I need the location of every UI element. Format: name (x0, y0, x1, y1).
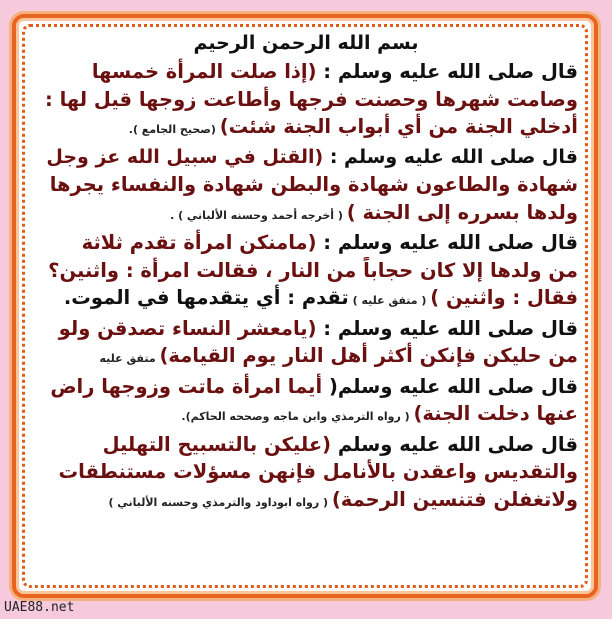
hadith-text: شهادة والطاعون شهادة والبطن شهادة والنفساء يجرها (49, 173, 578, 196)
hadith-line (34, 458, 578, 486)
hadith-line (34, 58, 578, 86)
hadith-intro: قال صلى الله عليه وسلم : (316, 60, 578, 83)
hadith-text: (القتل في سبيل الله عز وجل (46, 145, 324, 168)
hadith-text: أيما امرأة ماتت وزوجها راض (50, 374, 323, 398)
hadith-text: فقال : واثنين ) (430, 286, 578, 309)
hadith-list (34, 58, 578, 516)
hadith-text: (عليكن بالتسبيح التهليل (102, 432, 332, 456)
hadith-intro: قال صلى الله عليه وسلم( (322, 374, 578, 398)
hadith-text: (مامنكن امرأة تقدم ثلاثة (81, 231, 317, 254)
hadith-source: ( رواه الترمذي وابن ماجه وصححه الحاكم). (181, 410, 414, 423)
hadith-intro: قال صلى الله عليه وسلم : (316, 231, 578, 254)
hadith-text: (يامعشر النساء تصدقن ولو (58, 316, 317, 340)
hadith-line (34, 257, 578, 285)
hadith-line (34, 373, 578, 401)
hadith-text: أدخلي الجنة من أي أبواب الجنة شئت) (219, 115, 578, 138)
hadith-block (34, 144, 578, 230)
hadith-line (34, 400, 578, 431)
site-watermark: UAE88.net (4, 600, 75, 615)
hadith-source: ( متفق عليه ) (348, 294, 431, 307)
hadith-line (34, 342, 578, 373)
hadith-line (34, 171, 578, 199)
hadith-intro: قال صلى الله عليه وسلم : (316, 316, 578, 340)
hadith-text: ولاتغفلن فتنسين الرحمة) (331, 487, 578, 511)
basmala-heading: بسم الله الرحمن الرحيم (193, 32, 419, 54)
hadith-intro: قال صلى الله عليه وسلم (331, 432, 578, 456)
hadith-text: من ولدها إلا كان حجاباً من النار ، فقالت امرأة : واثنين؟ (48, 258, 578, 282)
hadith-line (34, 486, 578, 517)
hadith-source: متفق عليه (99, 352, 160, 365)
hadith-line (34, 229, 578, 257)
document-body (34, 30, 578, 586)
hadith-block (34, 58, 578, 144)
hadith-line (34, 86, 578, 114)
hadith-block (34, 431, 578, 517)
hadith-text: من حليكن فإنكن أكثر أهل النار يوم القيامة) (159, 344, 578, 367)
hadith-text: ولدها بسرره إلى الجنة ) (346, 200, 578, 224)
hadith-line (34, 284, 578, 315)
hadith-source: ( أخرجه أحمد وحسنه الألباني ) . (170, 208, 347, 222)
hadith-line (34, 113, 578, 144)
hadith-line (34, 199, 578, 230)
hadith-line (34, 431, 578, 459)
hadith-line (34, 144, 578, 172)
hadith-text: وصامت شهرها وحصنت فرجها وأطاعت زوجها قيل لها : (45, 87, 578, 111)
hadith-line (34, 315, 578, 343)
hadith-block (34, 373, 578, 431)
hadith-intro: تقدم : أي يتقدمها في الموت. (63, 286, 349, 309)
hadith-source: (صحيح الجامع ). (128, 123, 220, 136)
hadith-intro: قال صلى الله عليه وسلم : (323, 145, 578, 168)
hadith-text: والتقديس واعقدن بالأنامل فإنهن مسؤلات مستنطقات (58, 460, 578, 483)
hadith-source: ( رواه ابوداود والترمذي وحسنه الألباني ) (108, 495, 332, 509)
hadith-text: (إذا صلت المرأة خمسها (91, 60, 317, 83)
hadith-text: عنها دخلت الجنة) (413, 402, 578, 425)
hadith-block (34, 315, 578, 373)
hadith-block (34, 229, 578, 315)
